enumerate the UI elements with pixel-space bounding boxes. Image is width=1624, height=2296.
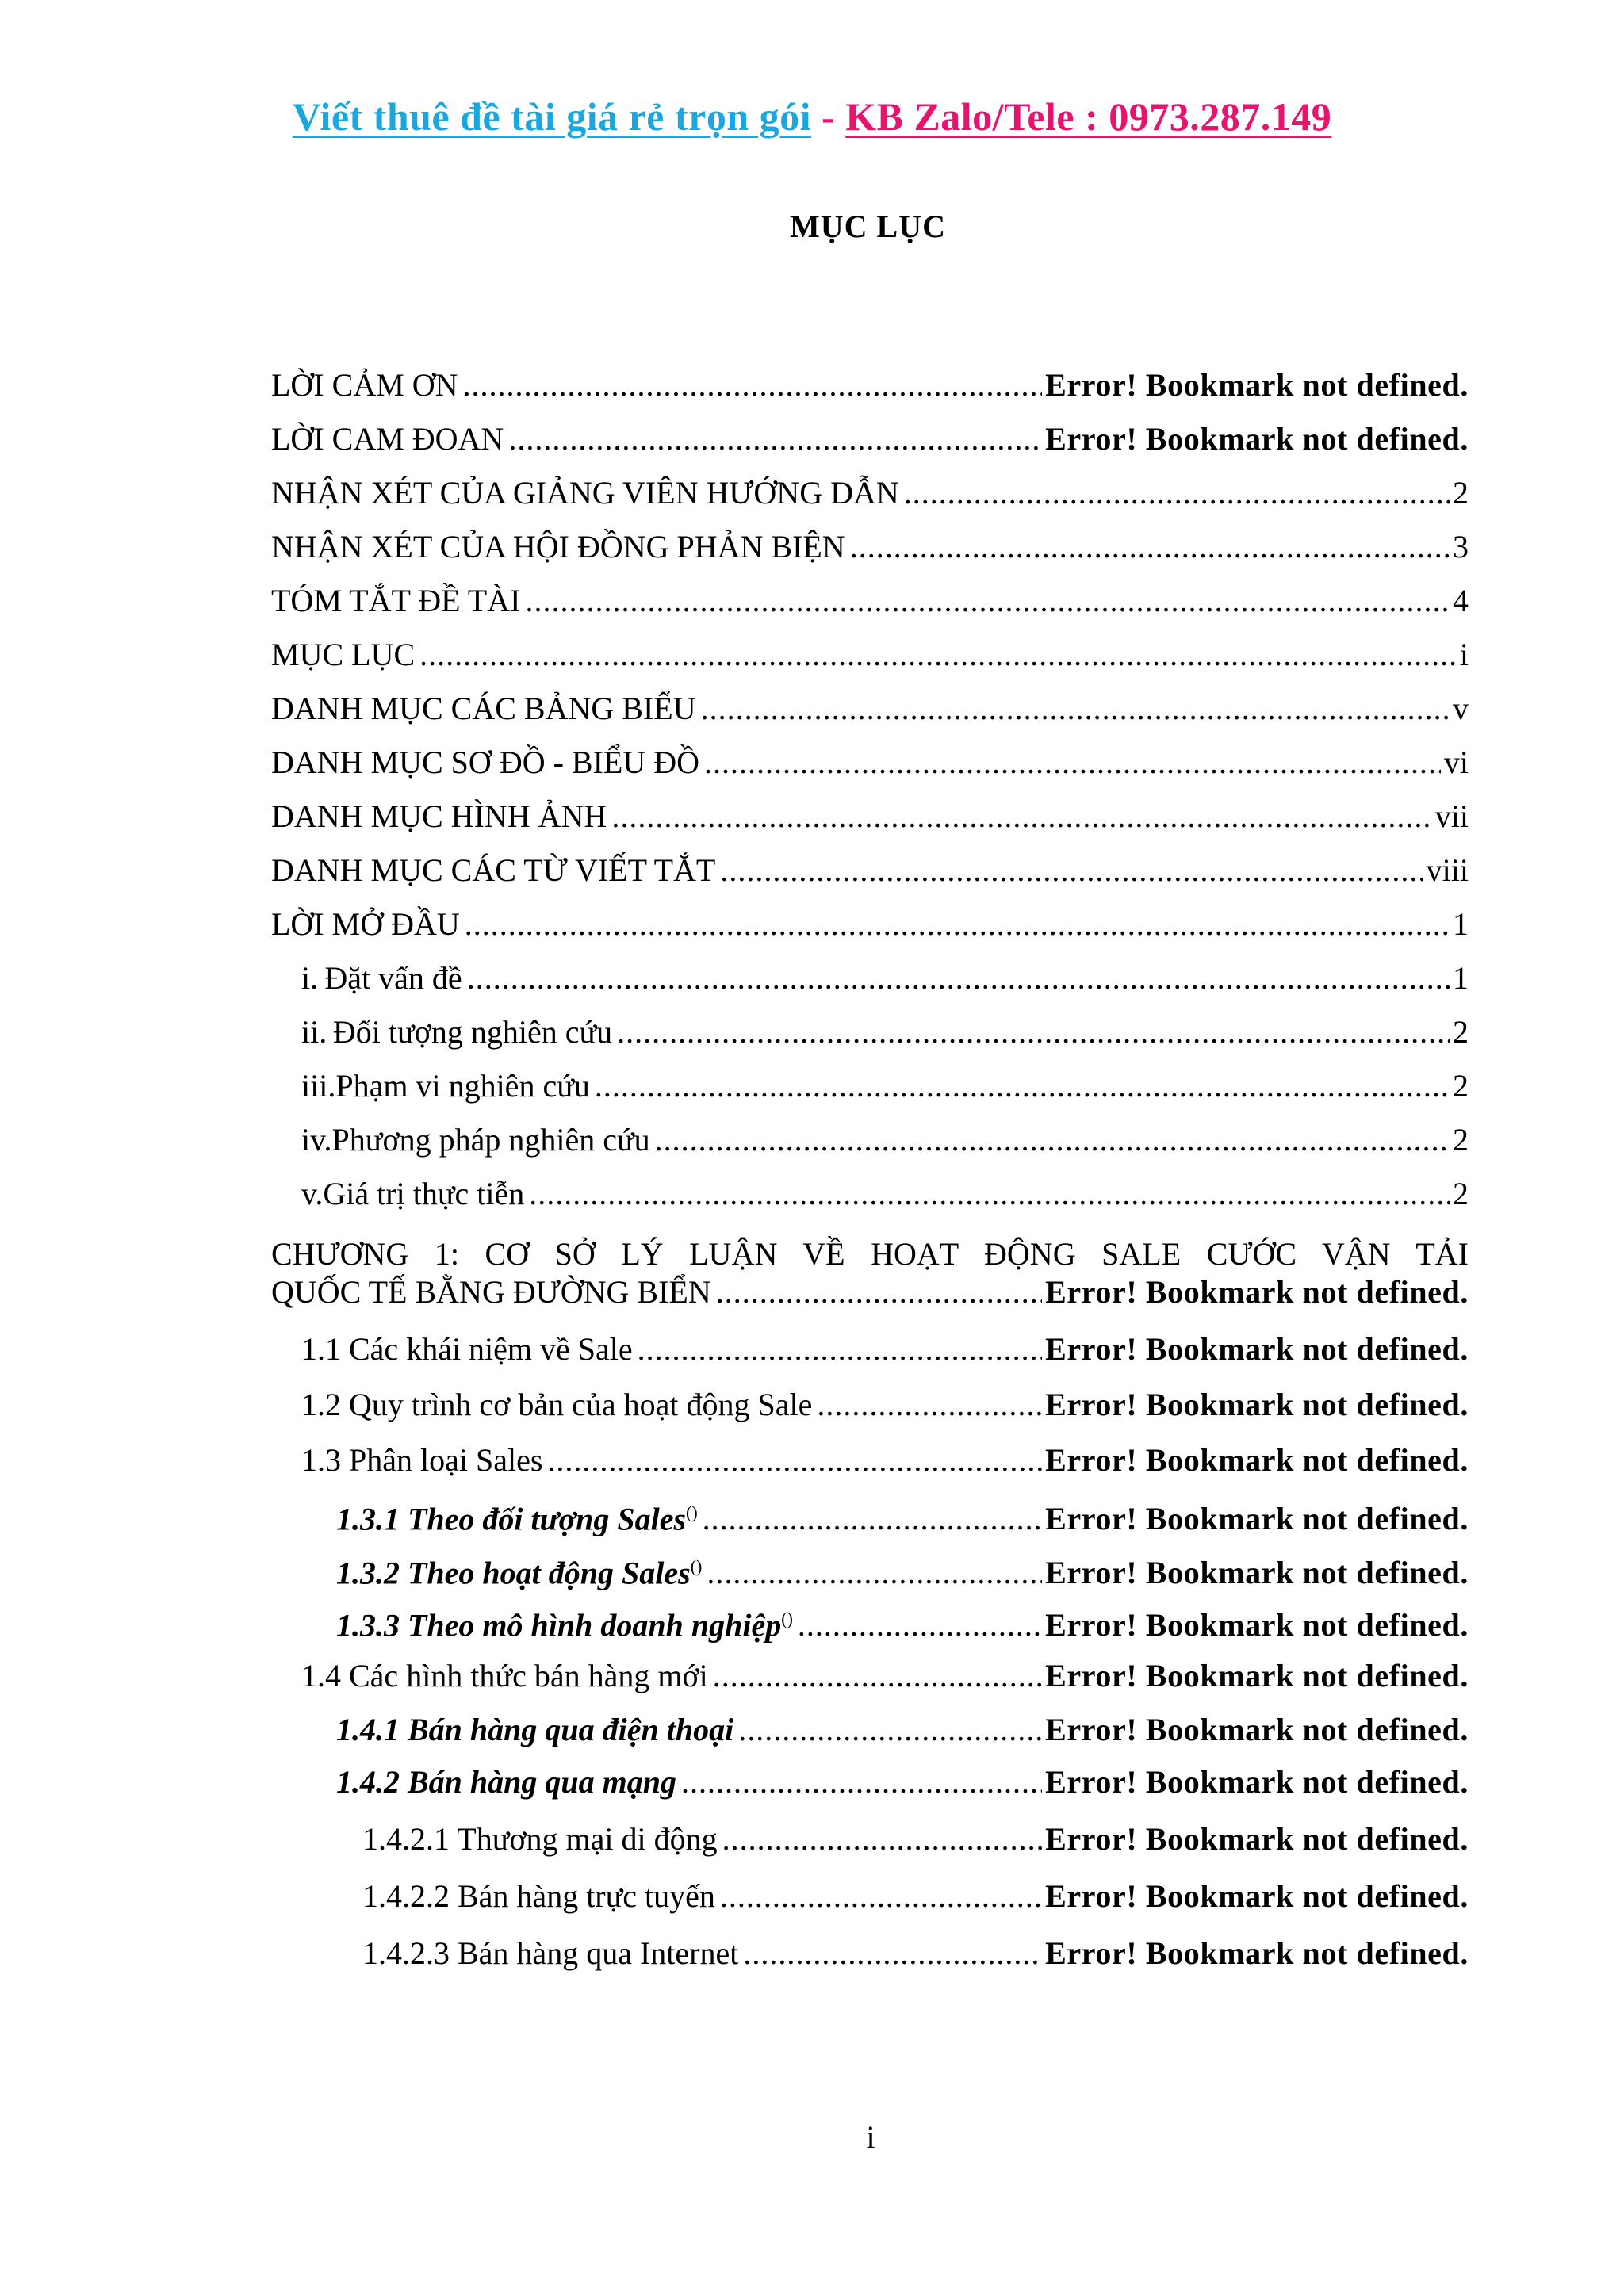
toc-entry[interactable]	[336, 1711, 1469, 1749]
toc-entry-label: LỜI CẢM ƠN	[271, 367, 458, 403]
toc-entry-label: DANH MỤC CÁC BẢNG BIỂU	[271, 691, 696, 726]
toc-leader-dots	[508, 420, 1042, 458]
toc-entry-number: iii.	[301, 1068, 336, 1104]
toc-entry-label: Phạm vi nghiên cứu	[335, 1068, 590, 1104]
toc-entry-page: Error! Bookmark not defined.	[1045, 1607, 1469, 1644]
toc-leader-dots	[707, 1554, 1042, 1592]
toc-entry-page: Error! Bookmark not defined.	[1045, 1274, 1469, 1310]
toc-entry-label: QUỐC TẾ BẰNG ĐƯỜNG BIỂN	[271, 1274, 711, 1310]
toc-entry-page: 4	[1453, 583, 1469, 618]
toc-entry-label: 1.4.2.2 Bán hàng trực tuyến	[362, 1878, 715, 1914]
toc-entry[interactable]	[271, 851, 1469, 890]
toc-leader-dots	[743, 1934, 1042, 1973]
toc-entry-page: 1	[1453, 906, 1469, 942]
toc-entry-page: Error! Bookmark not defined.	[1045, 1764, 1469, 1800]
toc-entry[interactable]	[271, 528, 1469, 566]
toc-leader-dots	[720, 851, 1423, 890]
promo-link-contact[interactable]: KB Zalo/Tele : 0973.287.149	[845, 94, 1332, 139]
toc-entry[interactable]	[271, 474, 1469, 512]
toc-entry-label: LỜI MỞ ĐẦU	[271, 906, 460, 942]
toc-title: MỤC LỤC	[790, 209, 946, 244]
toc-leader-dots	[704, 744, 1441, 782]
toc-entry-page: 2	[1453, 475, 1469, 511]
toc-entry-page: Error! Bookmark not defined.	[1045, 367, 1469, 403]
toc-entry-page: Error! Bookmark not defined.	[1045, 1387, 1469, 1422]
toc-entry-page: Error! Bookmark not defined.	[1045, 1442, 1469, 1478]
toc-leader-dots	[713, 1657, 1042, 1695]
toc-entry-sup: ()	[690, 1556, 703, 1576]
toc-entry-label: 1.4.1 Bán hàng qua điện thoại	[336, 1712, 734, 1747]
toc-entry-label: NHẬN XÉT CỦA HỘI ĐỒNG PHẢN BIỆN	[271, 529, 845, 564]
toc-leader-dots	[798, 1606, 1042, 1644]
toc-entry[interactable]	[362, 1934, 1469, 1973]
toc-leader-dots	[547, 1441, 1042, 1479]
toc-entry[interactable]	[301, 1657, 1469, 1695]
toc-leader-dots	[701, 690, 1450, 728]
toc-entry-label: MỤC LỤC	[271, 637, 416, 672]
toc-leader-dots	[529, 1175, 1450, 1213]
toc-entry-sup: ()	[686, 1502, 698, 1522]
toc-entry[interactable]	[271, 636, 1469, 674]
toc-leader-dots	[722, 1820, 1043, 1858]
toc-leader-dots	[463, 366, 1043, 404]
toc-entry-page: Error! Bookmark not defined.	[1045, 1935, 1469, 1971]
toc-entry-page: Error! Bookmark not defined.	[1045, 421, 1469, 457]
toc-entry-label: NHẬN XÉT CỦA GIẢNG VIÊN HƯỚNG DẪN	[271, 475, 899, 511]
toc-entry-page: Error! Bookmark not defined.	[1045, 1658, 1469, 1693]
toc-leader-dots	[467, 959, 1450, 997]
toc-entry[interactable]	[301, 1121, 1469, 1159]
toc-entry-label: DANH MỤC SƠ ĐỒ - BIỂU ĐỒ	[271, 744, 699, 780]
toc-entry-label: 1.4.2 Bán hàng qua mạng	[336, 1764, 677, 1800]
toc-entry[interactable]	[271, 905, 1469, 943]
toc-entry-label-text: 1.3.3 Theo mô hình doanh nghiệp	[336, 1607, 782, 1644]
toc-entry[interactable]	[301, 1330, 1469, 1368]
toc-leader-dots	[465, 905, 1450, 943]
toc-entry[interactable]	[301, 1441, 1469, 1479]
toc-entry[interactable]	[336, 1763, 1469, 1801]
toc-entry[interactable]	[271, 366, 1469, 404]
toc-entry-label: Đặt vấn đề	[324, 960, 462, 996]
toc-entry[interactable]	[301, 1067, 1469, 1105]
toc-entry-chapter[interactable]	[271, 1235, 1469, 1311]
toc-entry-label: 1.1 Các khái niệm về Sale	[301, 1331, 633, 1367]
toc-leader-dots	[703, 1500, 1042, 1538]
toc-entry-label: TÓM TẮT ĐỀ TÀI	[271, 583, 521, 618]
toc-entry-page: vii	[1434, 798, 1469, 834]
toc-entry-label: DANH MỤC CÁC TỪ VIẾT TẮT	[271, 852, 716, 888]
toc-entry-label-line1: CHƯƠNG 1: CƠ SỞ LÝ LUẬN VỀ HOẠT ĐỘNG SALE CƯỚC VẬN TẢI	[271, 1236, 1469, 1272]
toc-entry[interactable]	[271, 582, 1469, 620]
toc-entry[interactable]	[301, 1386, 1469, 1424]
toc-entry-label: DANH MỤC HÌNH ẢNH	[271, 798, 607, 834]
toc-entry-label	[336, 1600, 793, 1644]
promo-separator: -	[811, 94, 846, 139]
toc-entry[interactable]	[336, 1548, 1469, 1592]
toc-entry-page: 2	[1453, 1068, 1469, 1104]
toc-entry[interactable]	[336, 1600, 1469, 1644]
page-number: i	[866, 2119, 875, 2155]
toc-entry[interactable]	[336, 1494, 1469, 1538]
toc-entry-label-text: 1.3.2 Theo hoạt động Sales	[336, 1555, 691, 1591]
toc-entry[interactable]	[271, 798, 1469, 836]
toc-entry-page: Error! Bookmark not defined.	[1045, 1555, 1469, 1591]
toc-entry[interactable]	[271, 420, 1469, 458]
toc-leader-dots	[595, 1067, 1450, 1105]
toc-leader-dots	[817, 1386, 1042, 1424]
toc-entry-label: 1.3 Phân loại Sales	[301, 1442, 543, 1478]
toc-leader-dots	[716, 1273, 1042, 1311]
toc-entry-page: Error! Bookmark not defined.	[1045, 1878, 1469, 1914]
toc-entry-page: 2	[1453, 1122, 1469, 1158]
toc-entry-label: Phương pháp nghiên cứu	[331, 1122, 650, 1158]
promo-link-left[interactable]: Viết thuê đề tài giá rẻ trọn gói	[292, 94, 812, 139]
toc-entry-page: viii	[1426, 852, 1469, 888]
toc-entry-label: 1.4.2.3 Bán hàng qua Internet	[362, 1935, 739, 1971]
toc-entry-page: v	[1453, 691, 1469, 726]
toc-entry-label: 1.2 Quy trình cơ bản của hoạt động Sale	[301, 1387, 813, 1422]
toc-entry[interactable]	[362, 1877, 1469, 1915]
toc-entry-number: i.	[301, 960, 319, 996]
toc-entry-label: Giá trị thực tiễn	[323, 1176, 525, 1211]
toc-leader-dots	[419, 636, 1457, 674]
toc-entry[interactable]	[362, 1820, 1469, 1858]
toc-entry[interactable]	[301, 959, 1469, 997]
toc-leader-dots	[738, 1711, 1042, 1749]
toc-entry[interactable]	[301, 1175, 1469, 1213]
toc-entry-page: 1	[1453, 960, 1469, 996]
toc-leader-dots	[617, 1013, 1450, 1051]
toc-entry[interactable]	[271, 690, 1469, 728]
toc-entry-number: ii.	[301, 1014, 327, 1050]
toc-entry-label: Đối tượng nghiên cứu	[332, 1014, 613, 1050]
toc-entry-line2	[271, 1273, 1469, 1311]
toc-entry-page: Error! Bookmark not defined.	[1045, 1331, 1469, 1367]
toc-entry-label-text: 1.3.1 Theo đối tượng Sales	[336, 1501, 687, 1537]
toc-entry-page: 2	[1453, 1014, 1469, 1050]
toc-entry[interactable]	[271, 744, 1469, 782]
toc-entry-sup: ()	[781, 1609, 793, 1628]
toc-leader-dots	[638, 1330, 1043, 1368]
toc-leader-dots	[850, 528, 1450, 566]
toc-entry-label: 1.4.2.1 Thương mại di động	[362, 1821, 718, 1857]
toc-leader-dots	[525, 582, 1450, 620]
toc-entry[interactable]	[301, 1013, 1469, 1051]
toc-entry-page: vi	[1443, 744, 1469, 780]
toc-entry-page: Error! Bookmark not defined.	[1045, 1501, 1469, 1537]
toc-entry-page: 2	[1453, 1176, 1469, 1211]
toc-entry-page: Error! Bookmark not defined.	[1045, 1821, 1469, 1857]
toc-entry-page: 3	[1453, 529, 1469, 564]
promo-header	[0, 94, 1624, 140]
toc-entry-page: i	[1459, 637, 1469, 672]
toc-leader-dots	[904, 474, 1450, 512]
toc-entry-label	[336, 1548, 702, 1592]
toc-entry-label	[336, 1494, 698, 1538]
toc-entry-number: v.	[301, 1176, 324, 1211]
toc-entry-number: iv.	[301, 1122, 332, 1158]
toc-leader-dots	[611, 798, 1431, 836]
toc-entry-page: Error! Bookmark not defined.	[1045, 1712, 1469, 1747]
toc-entry-label: LỜI CAM ĐOAN	[271, 421, 504, 457]
toc-leader-dots	[681, 1763, 1042, 1801]
toc-entry-label: 1.4 Các hình thức bán hàng mới	[301, 1658, 708, 1693]
toc-leader-dots	[720, 1877, 1042, 1915]
toc-leader-dots	[655, 1121, 1450, 1159]
